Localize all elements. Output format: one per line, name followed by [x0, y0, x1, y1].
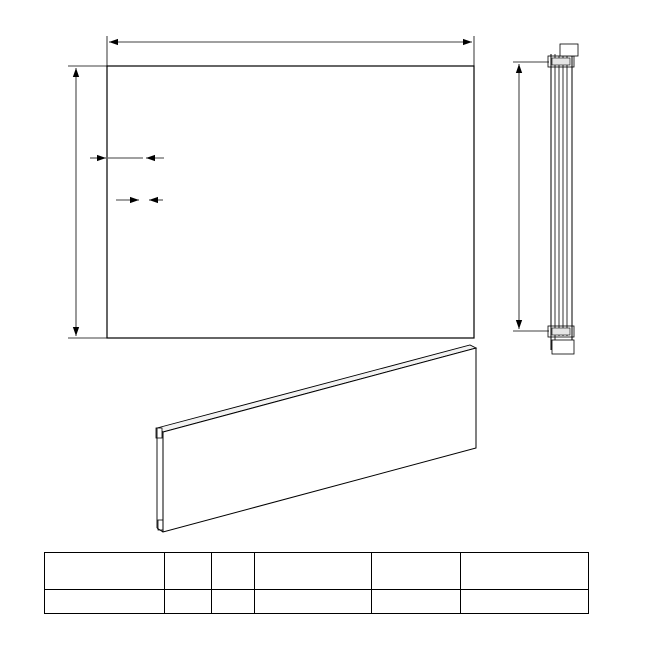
header-product-code [45, 553, 165, 590]
spec-header-row [45, 553, 589, 590]
header-wall-to-pipe-center [461, 553, 589, 590]
width-dimension [107, 36, 474, 66]
cell-height [165, 590, 212, 614]
cell-wall-to-front [372, 590, 461, 614]
header-height [165, 553, 212, 590]
cell-wall-to-pipe-center [461, 590, 589, 614]
side-view [513, 44, 578, 354]
spec-data-row [45, 590, 589, 614]
front-view [68, 36, 474, 338]
cell-product-code [45, 590, 165, 614]
spec-table [44, 552, 589, 614]
isometric-view [156, 345, 476, 532]
cell-pipe-center [255, 590, 372, 614]
cell-width [212, 590, 255, 614]
front-view-outline [107, 66, 474, 338]
header-pipe-center [255, 553, 372, 590]
header-wall-to-front [372, 553, 461, 590]
header-width [212, 553, 255, 590]
height-dimension [68, 66, 107, 338]
